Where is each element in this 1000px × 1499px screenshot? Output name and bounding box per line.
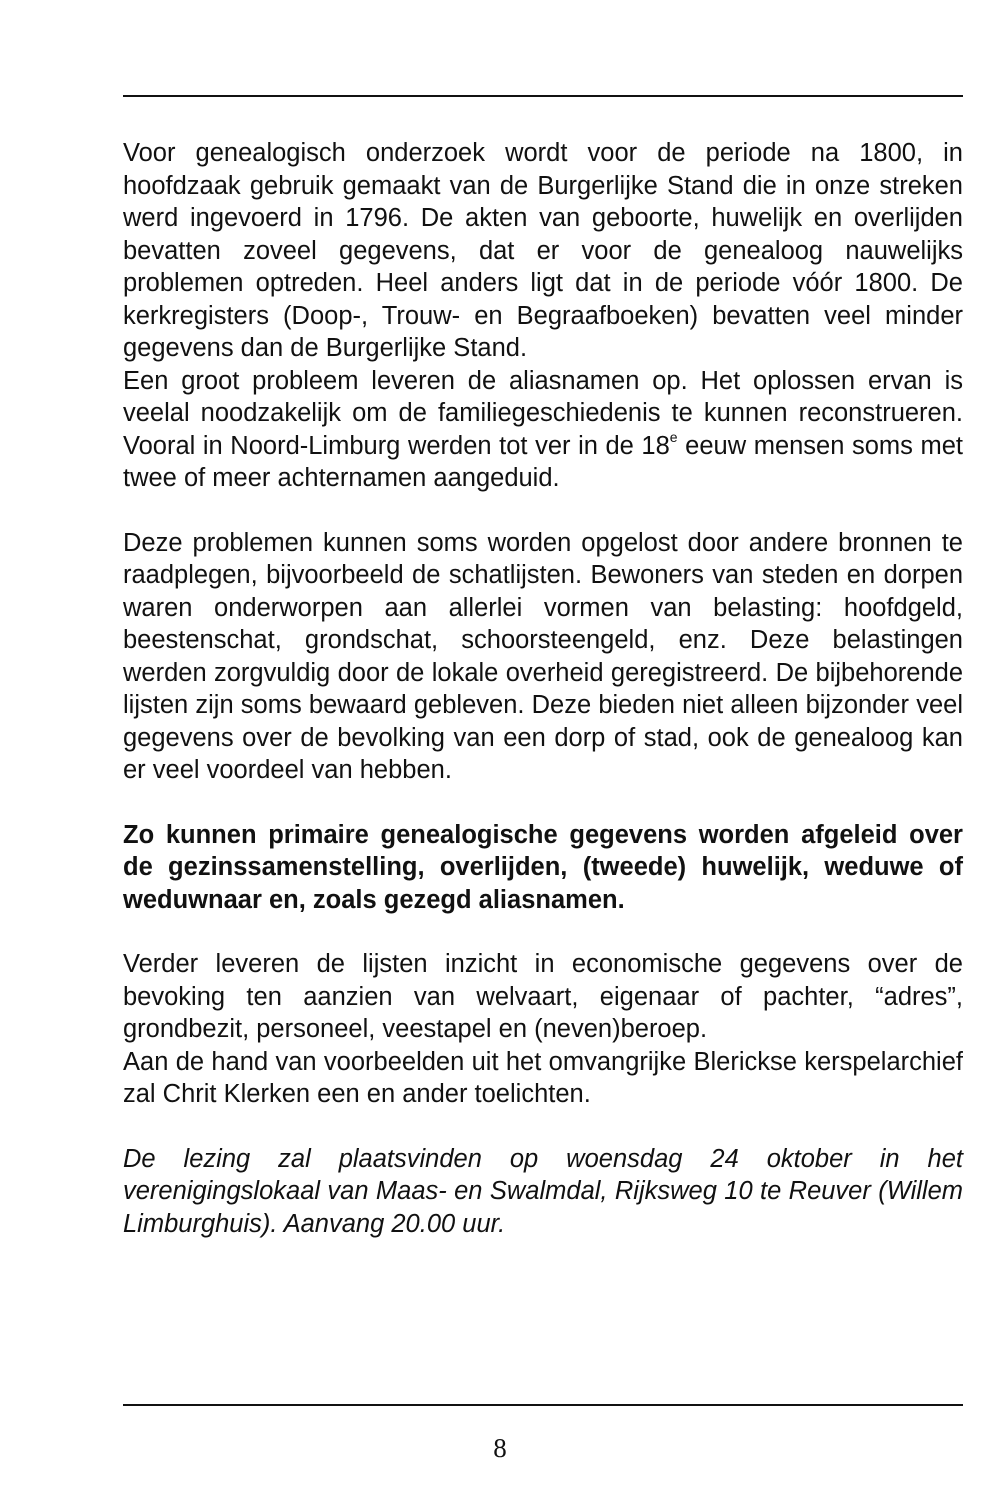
paragraph-intro: Voor genealogisch onderzoek wordt voor de periode na 1800, in hoofdzaak gebruik gemaakt van de Burgerlijke Stand die in onze streken werd ingevoerd in 1796. De akten van geboorte, huwelijk en overlijden bevatten zoveel gegevens, dat er voor de genealoog nauwelijks problemen optreden. Heel anders ligt dat in de periode vóór 1800. De kerkregisters (Doop-, Trouw- en Begraafboeken) bevatten veel minder gegevens dan de Burgerlijke Stand. [123,139,963,362]
bottom-rule [123,1404,963,1406]
paragraph-aliasnames [123,365,963,495]
paragraph-economic: Verder leveren de lijsten inzicht in economische gegevens over de bevoking ten aanzien van welvaart, eigenaar of pachter, “adres”, grondbezit, personeel, veestapel en (neven)beroep. [123,950,963,1043]
top-rule [123,95,963,97]
paragraph-schatlijsten: Deze problemen kunnen soms worden opgelost door andere bronnen te raadplegen, bijvoorbeeld de schatlijsten. Bewoners van steden en dorpen waren onderworpen aan allerlei vormen van belasting: hoofdgeld, beestenschat, grondschat, schoorsteengeld, enz. Deze belastingen werden zorgvuldig door de lokale overheid geregistreerd. De bijbehorende lijsten zijn soms bewaard gebleven. Deze bieden niet alleen bijzonder veel gegevens over de bevolking van een dorp of stad, ook de genealoog kan er veel voordeel van hebben. [123,528,963,784]
aliasnames-text-a: Een groot probleem leveren de aliasnamen op. Het oplossen ervan is veelal noodzakelijk om de familiegeschiedenis te kunnen reconstrueren. Vooral in Noord-Limburg werden tot ver in de 18 [123,366,963,460]
paragraph-speaker: Aan de hand van voorbeelden uit het omvangrijke Blerickse kerspelarchief zal Chrit Klerken een en ander toelichten. [123,1047,963,1108]
paragraph-lecture-info: De lezing zal plaatsvinden op woensdag 24 oktober in het verenigingslokaal van Maas- en Swalmdal, Rijksweg 10 te Reuver (Willem Limburghuis). Aanvang 20.00 uur. [123,1144,963,1238]
paragraph-bold-summary: Zo kunnen primaire genealogische gegevens worden afgeleid over de gezinssamenstelling, overlijden, (tweede) huwelijk, weduwe of weduwnaar en, zoals gezegd aliasnamen. [123,820,963,914]
aliasnames-text-b: eeuw mensen soms met twee of meer achternamen aangeduid. [123,431,963,492]
ordinal-superscript: e [669,429,678,445]
page-number: 8 [493,1433,507,1463]
body-text [123,137,963,1240]
